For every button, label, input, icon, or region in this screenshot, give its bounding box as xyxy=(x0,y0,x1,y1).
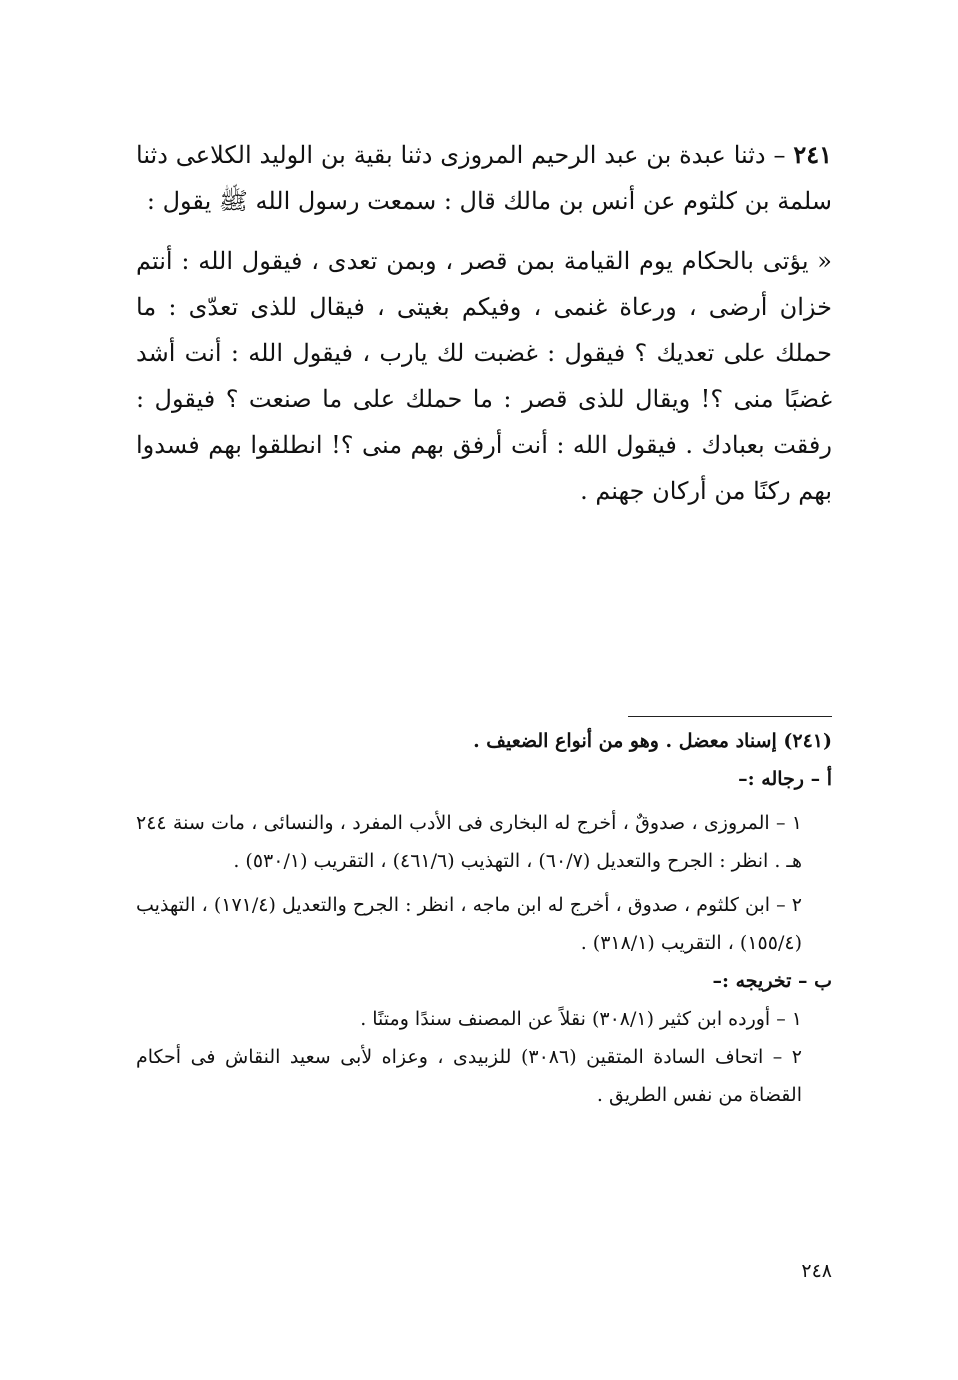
section-b-item-1: ١ – أورده ابن كثير (٣٠٨/١) نقلاً عن المصنف سندًا ومتنًا . xyxy=(360,1008,802,1030)
footnote-ruling xyxy=(136,722,832,760)
hadith-matn: « يؤتى بالحكام يوم القيامة بمن قصر ، وبمن تعدى ، فيقول الله : أنتم خزان أرضى ، ورعاة غنمى ، وفيكم بغيتى ، فيقال للذى تعدّى : ما حملك على تعديك ؟ فيقول : غضبت لك يارب ، فيقول الله : أنت أشد غضبًا منى ؟! ويقال للذى قصر : ما حملك على ما صنعت ؟ فيقول : رفقت بعبادك . فيقول الله : أنت أرفق بهم منى ؟! انطلقوا بهم فسدوا بهم ركنًا من أركان جهنم . xyxy=(136,247,832,505)
section-a-heading: أ – رجاله :– xyxy=(738,768,832,790)
hadith-isnad xyxy=(136,132,832,224)
hadith-isnad-text: – دثنا عبدة بن عبد الرحيم المروزى دثنا بقية بن الوليد الكلاعى دثنا سلمة بن كلثوم عن أنس بن مالك قال : سمعت رسول الله ﷺ يقول : xyxy=(136,141,832,215)
footnote-ref: (٢٤١) xyxy=(783,730,832,752)
page-number: ٢٤٨ xyxy=(801,1260,832,1282)
hadith-number: ٢٤١ xyxy=(793,140,832,169)
section-a-item-1: ١ – المروزى ، صدوقٌ ، أخرج له البخارى فى الأدب المفرد ، والنسائى ، مات سنة ٢٤٤ هـ . انظر : الجرح والتعديل (٦٠/٧) ، التهذيب (٤٦١/٦) ، التقريب (٥٣٠/١) . xyxy=(136,812,802,872)
section-a-item-2: ٢ – ابن كلثوم ، صدوق ، أخرج له ابن ماجه ، انظر : الجرح والتعديل (١٧١/٤) ، التهذيب (١٥٥/٤) ، التقريب (٣١٨/١) . xyxy=(136,894,803,954)
footnotes xyxy=(136,722,832,1114)
section-b-heading: ب – تخريجه :– xyxy=(712,970,832,992)
footnote-divider xyxy=(628,716,832,717)
section-b-item-2: ٢ – اتحاف السادة المتقين (٣٠٨٦) للزبيدى ، وعزاه لأبى سعيد النقاش فى أحكام القضاة من نفس الطريق . xyxy=(136,1046,803,1106)
footnote-ruling-text: إسناد معضل . وهو من أنواع الضعيف . xyxy=(473,730,784,752)
hadith-block xyxy=(136,132,832,514)
